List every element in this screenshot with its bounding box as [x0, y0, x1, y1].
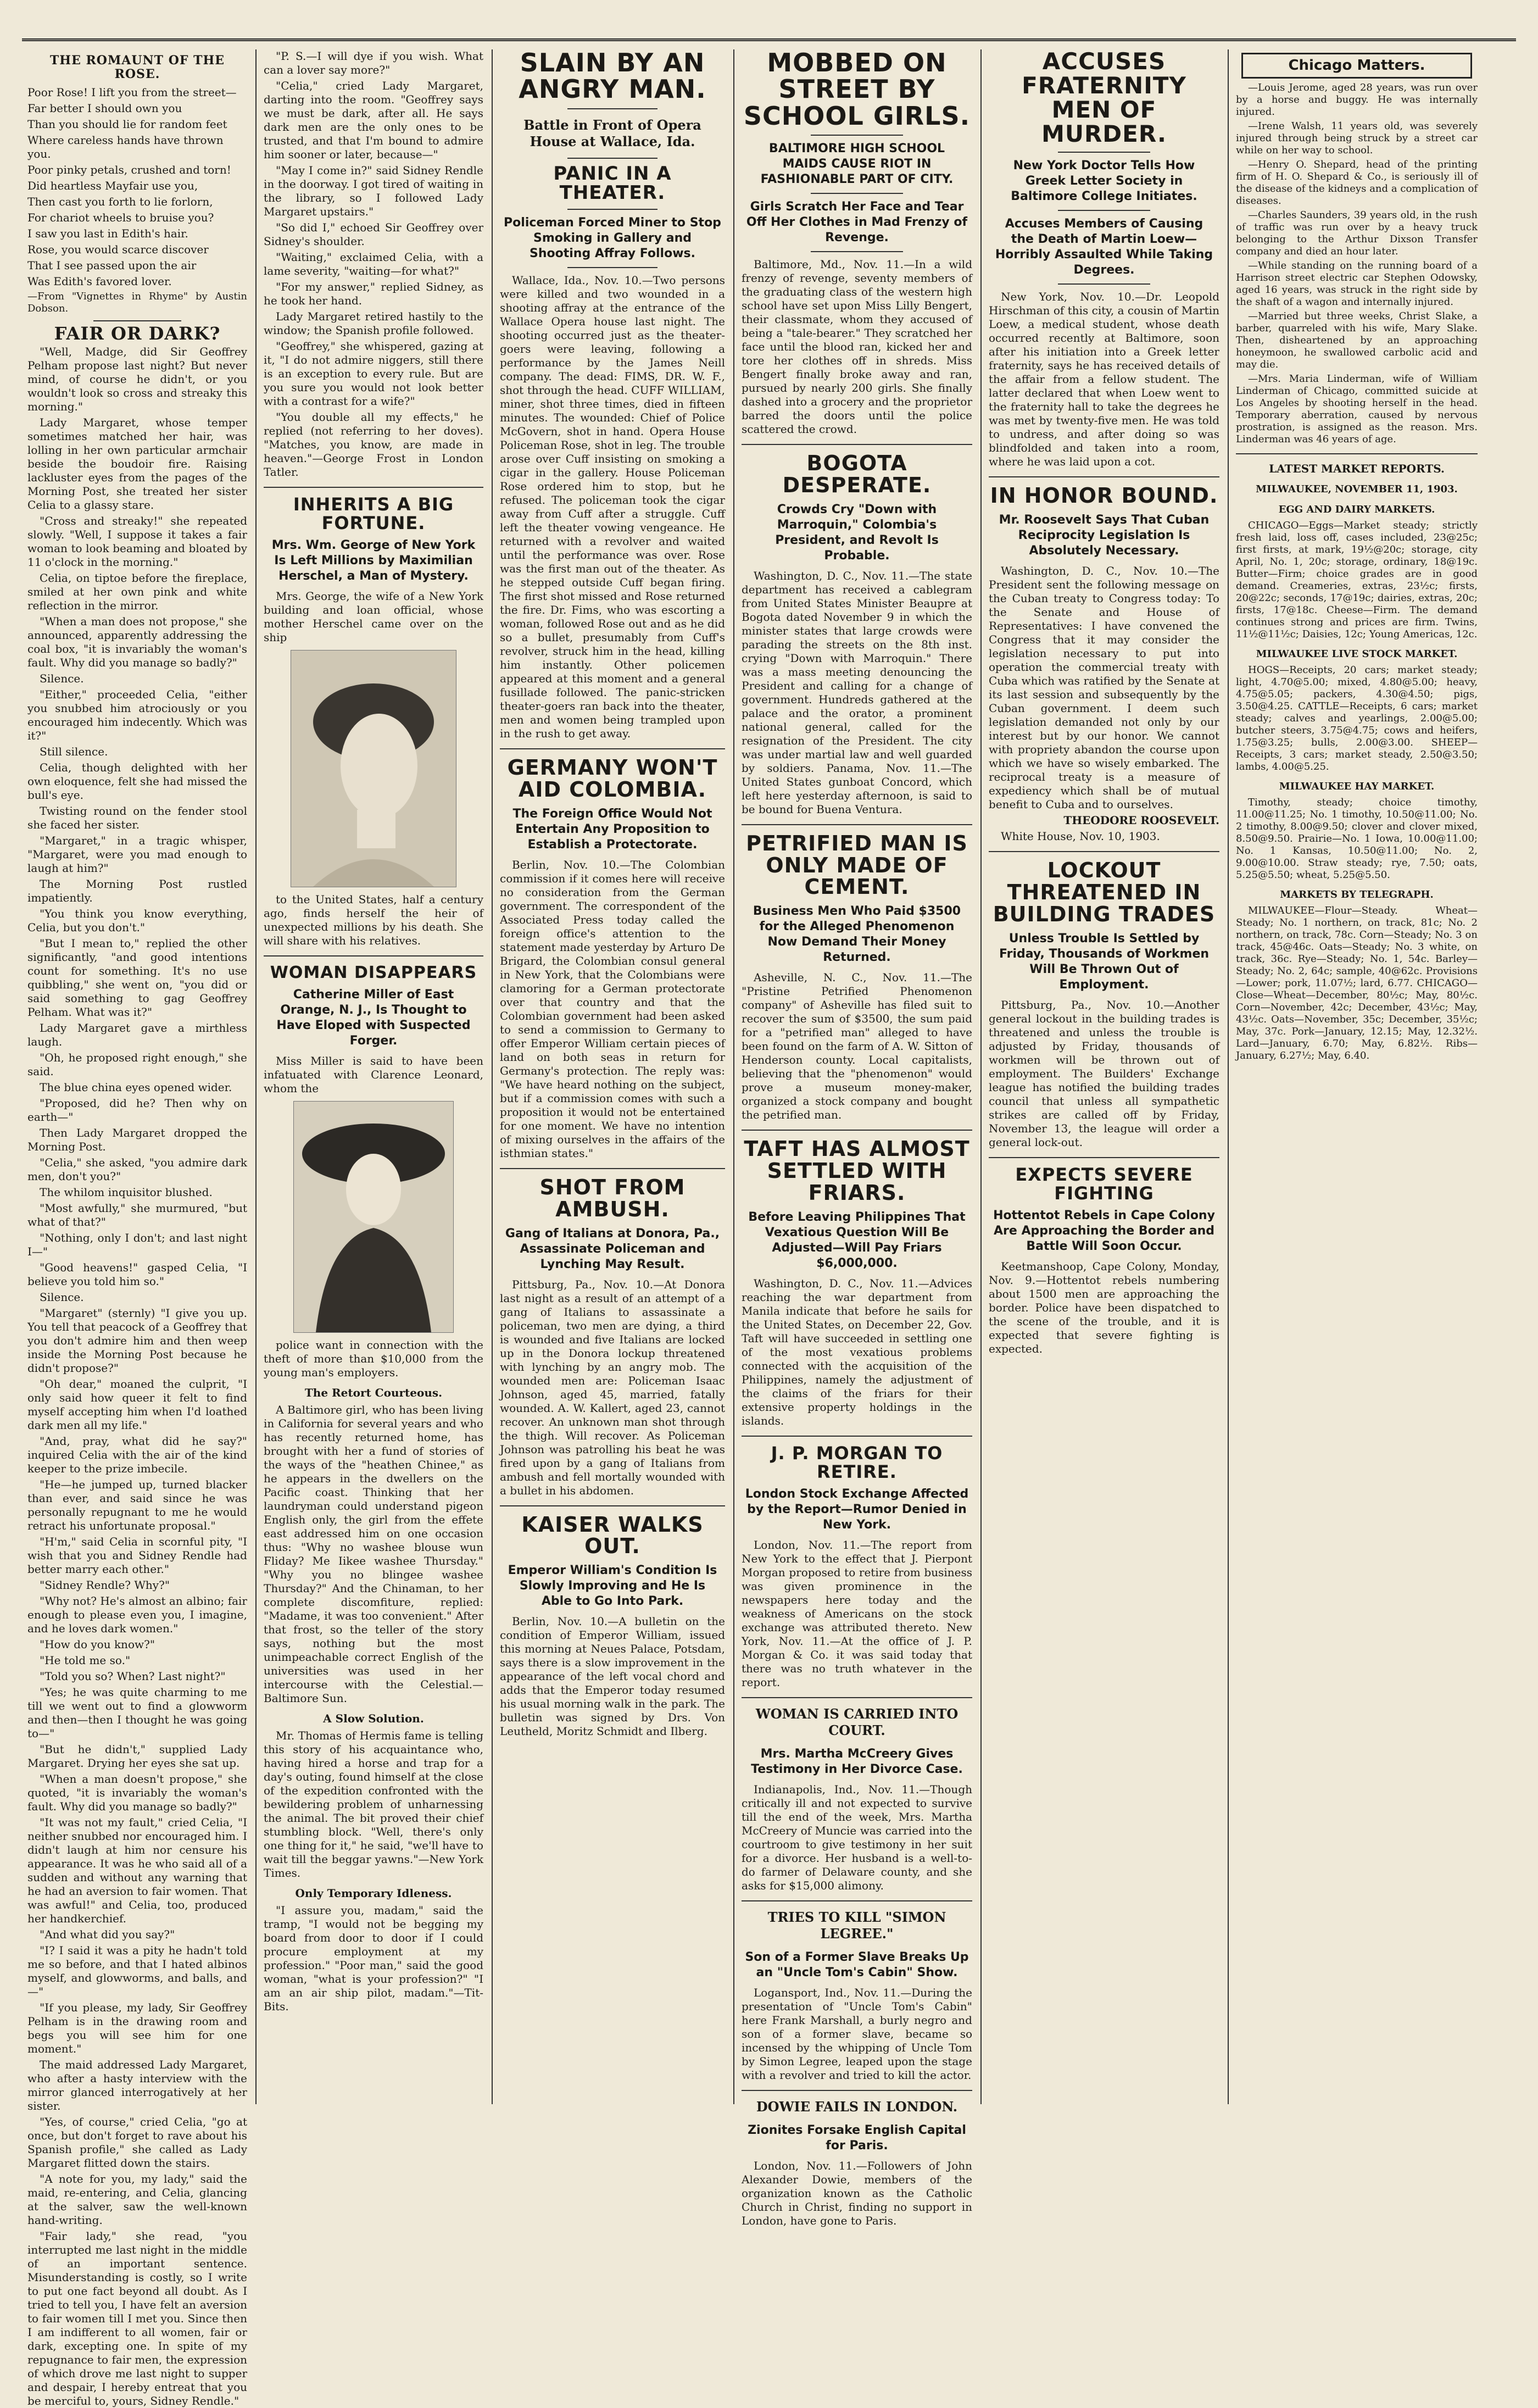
paragraph: "Nothing, only I don't; and last night I—"	[27, 1231, 247, 1258]
woman-in-hat-icon	[294, 1102, 453, 1332]
lockout-deck: Unless Trouble Is Settled by Friday, Thousands of Workmen Will Be Thrown Out of Employment.	[999, 931, 1210, 992]
divider	[742, 1900, 972, 1901]
morgan-deck: London Stock Exchange Affected by the Report—Rumor Denied in New York.	[745, 1487, 969, 1532]
divider	[264, 487, 483, 488]
woman-tail: police want in connection with the theft of more than $10,000 from the young man's employers.	[264, 1338, 483, 1379]
shot-headline: SHOT FROM AMBUSH.	[539, 1175, 686, 1221]
dowie-headline: DOWIE FAILS IN LONDON.	[756, 2099, 958, 2115]
paragraph: "Most awfully," she murmured, "but what of that?"	[27, 1202, 247, 1228]
paragraph: "Fair lady," she read, "you interrupted me last night in the middle of an important sentence. Misunderstanding is costly, so I write to put one fact beyond all doubt. As I tried to tell you, I have felt an aversion to fair women till I met you. Since then I am indifferent to all women, fair or dark, excepting one. In spite of my repugnance to fair men, the expression of which drove me last night to supper and despair, I hereby entreat that you be merciful to, yours, Sidney Rendle."	[27, 2229, 247, 2407]
mobbed-body: Baltimore, Md., Nov. 11.—In a wild frenzy of revenge, seventy members of the graduating class of the western high school have set upon Miss Lilly Bengert, their classmate, whom they accused of being a "tale-bearer." They scratched her face until the blood ran, kicked her and tore her clothes off in shreds. Miss Bengert finally broke away and ran, pursued by nearly 200 girls. She finally dashed into a grocery and the proprietor barred the doors until the police scattered the crowd.	[742, 257, 972, 436]
bogota-body: Washington, D. C., Nov. 11.—The state department has received a cablegram from United States Minister Beaupre at Bogota dated November 9 in which the minister states that large crowds were parading the streets on the 8th inst. crying "Down with Marroquin." There was a mass meeting denouncing the President and calling for a change of government. Hundreds gathered at the palace and the orator, a prominent national general, called for the resignation of the President. The city was under martial law and well guarded by soldiers. Panama, Nov. 11.—The United States gunboat Concord, which left here yesterday afternoon, is said to be bound for Buena Ventura.	[742, 569, 972, 816]
fraternity-deck-1: New York Doctor Tells How Greek Letter Society in Baltimore College Initiates.	[1011, 159, 1197, 204]
paragraph: "Good heavens!" gasped Celia, "I believe you told him so."	[27, 1261, 247, 1288]
tele-title: MARKETS BY TELEGRAPH.	[1280, 889, 1434, 900]
honor-signature: THEODORE ROOSEVELT.	[1063, 814, 1219, 827]
legree-headline: TRIES TO KILL "SIMON LEGREE."	[767, 1909, 946, 1942]
petrified-headline: PETRIFIED MAN IS ONLY MADE OF CEMENT.	[746, 831, 968, 899]
fraternity-body: New York, Nov. 10.—Dr. Leopold Hirschman of this city, a cousin of Martin Loew, a medical student, whose death occurred recently at Baltimore, soon after his initiation into a Greek letter fraternity, says he has received details of the affair from a fellow student. The latter declared that when Loew went to the fraternity hall to take the degrees he was met by twenty-five men. He was told to undress, and after doing so was blindfolded and taken into a room, where he was laid upon a cot.	[989, 290, 1219, 469]
honor-body: Washington, D. C., Nov. 10.—The President sent the following message on the Cuban treaty to Congress today: To the Senate and House of Representatives: I have convened the Congress that it may consider the legislation necessary to put into operation the commercial treaty with Cuba which was ratified by the Senate at its last session and subsequently by the Cuban government. I deem such legislation demanded not only by our interest but by our honor. We cannot with propriety abandon the course upon which we have so wisely embarked. The reciprocal treaty is a measure of expediency which shall be of mutual benefit to Cuba and to ourselves.	[989, 564, 1219, 811]
slain-body: Wallace, Ida., Nov. 10.—Two persons were killed and two wounded in a shooting affray at the entrance of the Wallace Opera house last night. The shooting occurred just as the theater-goers were leaving, following a performance by the James Neill company. The dead: FIMS, DR. W. F., shot through the head. CUFF WILLIAM, miner, shot three times, died in fifteen minutes. The wounded: Chief of Police McGovern, shot in hand. Opera House Policeman Rose, shot in leg. The trouble arose over Cuff insisting on smoking a cigar in the gallery. House Policeman Rose ordered him to stop, but he refused. The policeman took the cigar away from Cuff after a struggle. Cuff left the theater vowing vengeance. He returned with a revolver and waited until the performance was over. Rose was the first man out of the theater. As he stepped outside Cuff began firing. The first shot missed and Rose returned the fire. Dr. Fims, who was escorting a woman, followed Rose out and as he did so a bullet, presumably from Cuff's revolver, struck him in the head, killing him instantly. Other policemen appeared at this moment and a general fusillade followed. The panic-stricken theater-goers ran back into the theater, men and women being trampled upon in the rush to get away.	[500, 273, 725, 740]
woman-headline: WOMAN DISAPPEARS	[270, 963, 477, 983]
paragraph: "Margaret" (sternly) "I give you up. You tell that peacock of a Geoffrey that you don't admire him and then weep inside the Morning Post because he didn't propose?"	[27, 1306, 247, 1375]
story-title: FAIR OR DARK?	[54, 323, 221, 344]
fortune-lede: Mrs. George, the wife of a New York building and loan official, whose mother Herschel came over on the ship	[264, 590, 483, 644]
paragraph: "It was not my fault," cried Celia, "I neither snubbed nor encouraged him. I didn't laugh at him nor censure his appearance. It was he who said all of a sudden and without any warning that he had an aversion to fair women. That was awful!" and Celia, too, produced her handkerchief.	[27, 1816, 247, 1925]
divider	[742, 1130, 972, 1131]
paragraph: "When a man doesn't propose," she quoted, "it is invariably the woman's fault. Why did you manage so badly?"	[27, 1772, 247, 1813]
paragraph: "Told you so? When? Last night?"	[40, 1670, 226, 1683]
legree-body: Logansport, Ind., Nov. 11.—During the presentation of "Uncle Tom's Cabin" here Frank Marshall, a burly negro and son of a former slave, became so incensed by the whipping of Uncle Tom by Simon Legree, leaped upon the stage with a revolver and tried to kill the actor.	[742, 1986, 972, 2082]
poem-body	[27, 86, 247, 288]
column-5	[989, 49, 1219, 2104]
column-rule	[492, 49, 493, 2104]
poem-line: Far better I should own you	[27, 102, 182, 115]
paragraph: Still silence.	[40, 745, 108, 758]
divider	[1058, 152, 1150, 153]
news-item: —Henry O. Shepard, head of the printing firm of H. O. Shepard & Co., is seriously ill of the disease of the kidneys and a complication of diseases.	[1236, 159, 1478, 207]
divider	[93, 320, 181, 321]
retort-title: The Retort Courteous.	[304, 1386, 443, 1399]
mobbed-deck-2: Girls Scratch Her Face and Tear Off Her Clothes in Mad Frenzy of Revenge.	[746, 199, 968, 244]
taft-headline: TAFT HAS ALMOST SETTLED WITH FRIARS.	[744, 1137, 970, 1205]
poem-line: Where careless hands have thrown you.	[27, 134, 224, 160]
morgan-headline: J. P. MORGAN TO RETIRE.	[771, 1443, 943, 1482]
paragraph: "Celia," she asked, "you admire dark men, don't you?"	[27, 1156, 247, 1183]
honor-date: White House, Nov. 10, 1903.	[1001, 830, 1160, 843]
paragraph: Silence.	[40, 672, 84, 685]
market-title: LATEST MARKET REPORTS.	[1269, 462, 1445, 475]
paragraph: The blue china eyes opened wider.	[40, 1081, 232, 1094]
mobbed-headline: MOBBED ON STREET BY SCHOOL GIRLS.	[743, 48, 971, 131]
divider	[811, 135, 903, 136]
column-4	[742, 48, 972, 2228]
paragraph: "I? I said it was a pity he hadn't told me so before, and that I hated albinos myself, and glowworms, and balls, and—"	[27, 1944, 247, 1998]
divider	[811, 193, 903, 194]
news-item: —Charles Saunders, 39 years old, in the rush of traffic was run over by a heavy truck belonging to the Arthur Dixson Transfer company and died an hour later.	[1236, 209, 1478, 257]
expects-headline: EXPECTS SEVERE FIGHTING	[1015, 1164, 1193, 1204]
dowie-deck: Zionites Forsake English Capital for Paris.	[748, 2123, 966, 2153]
divider	[989, 1157, 1219, 1158]
paragraph: "And what did you say?"	[40, 1928, 175, 1941]
paragraph: Silence.	[40, 1291, 84, 1304]
idle-title: Only Temporary Idleness.	[295, 1886, 452, 1900]
paragraph: Lady Margaret retired hastily to the window; the Spanish profile followed.	[264, 310, 483, 337]
honor-deck: Mr. Roosevelt Says That Cuban Reciprocity Legislation Is Absolutely Necessary.	[999, 513, 1210, 558]
paragraph: "Margaret," in a tragic whisper, "Margaret, were you mad enough to laugh at him?"	[27, 834, 247, 875]
news-item: —While standing on the running board of a Harrison street electric car Stephen Odowsky, aged 16 years, was struck in the right side by the shaft of a wagon and internally injured.	[1236, 260, 1478, 308]
fortune-deck: Mrs. Wm. George of New York Is Left Millions by Maximilian Herschel, a Man of Mystery.	[271, 538, 476, 583]
poem-credit: —From "Vignettes in Rhyme" by Austin Dobson.	[27, 291, 247, 314]
slain-deck-3: Policeman Forced Miner to Stop Smoking in Gallery and Shooting Affray Follows.	[504, 215, 721, 260]
column-6	[1236, 49, 1478, 2104]
petrified-deck: Business Men Who Paid $3500 for the Alleged Phenomenon Now Demand Their Money Returned.	[753, 904, 961, 965]
shot-body: Pittsburg, Pa., Nov. 10.—At Donora last night as a result of an attempt of a gang of Italians to assassinate a policeman, two men are dying, a third is wounded and five Italians are locked up in the Donora lockup threatened with lynching by an angry mob. The wounded men are: Policeman Isaac Johnson, aged 45, married, fatally wounded. A. W. Kallert, aged 23, cannot recover. An unknown man shot through the thigh. Will recover. As Policeman Johnson was patrolling his beat he was fired upon by a gang of Italians from ambush and fell mortally wounded with a bullet in his abdomen.	[500, 1277, 725, 1497]
paragraph: "And, pray, what did he say?" inquired Celia with the air of the kind keeper to the prize imbecile.	[27, 1434, 247, 1475]
fortune-headline: INHERITS A BIG FORTUNE.	[293, 494, 454, 533]
divider	[742, 444, 972, 445]
divider	[1058, 283, 1150, 285]
lockout-headline: LOCKOUT THREATENED IN BUILDING TRADES	[993, 858, 1216, 927]
expects-deck: Hottentot Rebels in Cape Colony Are Approaching the Border and Battle Will Soon Occur.	[993, 1209, 1215, 1254]
expects-body: Keetmanshoop, Cape Colony, Monday, Nov. 9.—Hottentot rebels numbering about 1500 men are approaching the border. Police have been dispatched to the scene of the trouble, and it is expected that severe fighting is expected.	[989, 1260, 1219, 1356]
poem-line: Poor Rose! I lift you from the street—	[27, 86, 237, 99]
news-item: —Irene Walsh, 11 years old, was severely injured through being struck by a street car while on her way to school.	[1236, 120, 1478, 156]
paragraph: "But he didn't," supplied Lady Margaret. Drying her eyes she sat up.	[27, 1743, 247, 1770]
divider	[1058, 210, 1150, 211]
fraternity-deck-2: Accuses Members of Causing the Death of Martin Loew—Horribly Assaulted While Taking Degrees.	[995, 217, 1213, 277]
paragraph: Celia, on tiptoe before the fireplace, smiled at her own pink and white reflection in the mirror.	[27, 571, 247, 612]
paragraph: "Oh dear," moaned the culprit, "I only said how queer it felt to find myself accepting him when I'd loathed dark men all my life."	[27, 1377, 247, 1432]
divider	[742, 1697, 972, 1698]
divider	[989, 476, 1219, 477]
paragraph: "How do you know?"	[40, 1638, 155, 1651]
shot-deck: Gang of Italians at Donora, Pa., Assassinate Policeman and Lynching May Result.	[505, 1226, 720, 1271]
poem-line: Then cast you forth to lie forlorn,	[27, 195, 213, 208]
court-headline: WOMAN IS CARRIED INTO COURT.	[755, 1706, 959, 1739]
news-item: —Married but three weeks, Christ Slake, a barber, quarreled with his wife, Mary Slake. Then, disheartened by an approaching honeymoon, he swallowed carbolic acid and may die.	[1236, 310, 1478, 370]
poem-line: Poor pinky petals, crushed and torn!	[27, 163, 231, 176]
retort-text: A Baltimore girl, who has been living in California for several years and who has recently returned home, has brought with her a fund of stories of the ways of the "heathen Chinee," as he appears in the dwellers on the Pacific coast. Thinking that her laundryman could understand pigeon English only, the girl from the effete east addressed him on one occasion thus: "Why no washee blouse wun Fliday? Me Iikee washee Thursday." "Why you no blingee washee Thursday?" And the Chinaman, to her complete discomfiture, replied: "Madame, it was too convenient." After that frost, so the teller of the story says, nothing but the most unimpeachable correct English of the universities was used in her intercourse with the Celestial.—Baltimore Sun.	[264, 1403, 483, 1705]
divider	[500, 748, 725, 749]
news-item: —Mrs. Maria Linderman, wife of William Linderman of Chicago, committed suicide at Los Angeles by shooting herself in the head. Temporary aberration, caused by nervous prostration, is assigned as the reason. Mrs. Linderman was 46 years of age.	[1236, 373, 1478, 445]
portrait-illustration	[291, 650, 456, 887]
story-body	[27, 345, 247, 2408]
germany-deck: The Foreign Office Would Not Entertain Any Proposition to Establish a Protectorate.	[512, 807, 712, 852]
morgan-body: London, Nov. 11.—The report from New York to the effect that J. Pierpont Morgan proposed to retire from business was given prominence in the newspapers here today and the weakness of Americans on the stock exchange was attributed thereto. New York, Nov. 11.—At the office of J. P. Morgan & Co. it was said today that there was no truth whatever in the report.	[742, 1538, 972, 1689]
poem-title: THE ROMAUNT OF THE ROSE.	[49, 53, 225, 81]
paragraph: "Proposed, did he? Then why on earth—"	[27, 1097, 247, 1124]
germany-body: Berlin, Nov. 10.—The Colombian commission if it comes here will receive no consideration from the German government. The correspondent of the Associated Press today called the foreign office's attention to the statement made yesterday by Arturo De Brigard, the Colombian consul general in New York, that the Colombians were clamoring for a German protectorate over that country and that the Colombian government had been asked to send a commission to Germany to offer Emperor William certain pieces of land on both seas in return for Germany's protection. The reply was: "We have heard nothing on the subject, but if a commission comes with such a proposition it would not be entertained for one moment. We have no intention of mixing ourselves in the affairs of the isthmian states."	[500, 858, 725, 1160]
legree-deck: Son of a Former Slave Breaks Up an "Uncle Tom's Cabin" Show.	[745, 1950, 969, 1980]
paragraph: "You think you know everything, Celia, but you don't."	[27, 907, 247, 934]
paragraph: The whilom inquisitor blushed.	[40, 1186, 213, 1199]
divider	[811, 251, 903, 252]
kaiser-headline: KAISER WALKS OUT.	[521, 1512, 704, 1559]
bogota-deck: Crowds Cry "Down with Marroquin," Colombia's President, and Revolt Is Probable.	[775, 502, 939, 563]
paragraph: "Either," proceeded Celia, "either you snubbed him atrociously or you encouraged him indecently. Which was it?"	[27, 688, 247, 742]
column-rule	[1228, 49, 1229, 2104]
paragraph: "Geoffrey," she whispered, gazing at it, "I do not admire niggers, still there is an exception to every rule. But are you sure you would not look better with a contrast for a wife?"	[264, 340, 483, 408]
taft-body: Washington, D. C., Nov. 11.—Advices reaching the war department from Manila indicate that before he sails for the United States, on December 22, Gov. Taft will have succeeded in settling one of the most vexatious problems connected with the acquisition of the Philippines, namely the adjustment of the claims of the friars for their extensive property holdings in the islands.	[742, 1277, 972, 1428]
slain-deck-1: Battle in Front of Opera House at Wallace, Ida.	[523, 116, 701, 149]
divider	[742, 2090, 972, 2091]
fortune-tail: to the United States, half a century ago, finds herself the heir of unexpected millions by his death. She will share with his relatives.	[264, 893, 483, 948]
kaiser-body: Berlin, Nov. 10.—A bulletin on the condition of Emperor William, issued this morning at Neues Palace, Potsdam, says there is a slow improvement in the appearance of the left vocal chord and adds that the Emperor today resumed his usual morning walk in the park. The bulletin was signed by Drs. Von Leutheld, Moritz Schmidt and Ilberg.	[500, 1615, 725, 1738]
court-body: Indianapolis, Ind., Nov. 11.—Though critically ill and not expected to survive till the end of the week, Mrs. Martha McCreery of Muncie was carried into the courtroom to give testimony in her suit for a divorce. Her husband is a well-to-do farmer of Delaware county, and she asks for $15,000 alimony.	[742, 1783, 972, 1893]
live-title: MILWAUKEE LIVE STOCK MARKET.	[1256, 648, 1458, 660]
poem-line: Than you should lie for random feet	[27, 118, 227, 131]
market-date: MILWAUKEE, NOVEMBER 11, 1903.	[1256, 483, 1458, 495]
paragraph: "H'm," said Celia in scornful pity, "I wish that you and Sidney Rendle had better marry each other."	[27, 1535, 247, 1576]
paragraph: "Oh, he proposed right enough," she said.	[27, 1051, 247, 1078]
paragraph: "Why not? He's almost an albino; fair enough to please even you, I imagine, and he loves dark women."	[27, 1594, 247, 1635]
paragraph: "If you please, my lady, Sir Geoffrey Pelham is in the drawing room and begs you will see him for one moment."	[27, 2001, 247, 2055]
paragraph: "A note for you, my lady," said the maid, re-entering, and Celia, glancing at the salver, saw the well-known hand-writing.	[27, 2172, 247, 2227]
slain-deck-2: PANIC IN A THEATER.	[553, 162, 672, 204]
paragraph: "Celia," cried Lady Margaret, darting into the room. "Geoffrey says we must be dark, after all. He says dark men are the only ones to be trusted, and that I'm bound to admire him sooner or later, because—"	[264, 79, 483, 161]
paragraph: The maid addressed Lady Margaret, who after a hasty interview with the mirror glanced interrogatively at her sister.	[27, 2058, 247, 2112]
divider	[1236, 453, 1478, 454]
paragraph: "For my answer," replied Sidney, as he took her hand.	[264, 280, 483, 307]
chicago-items	[1236, 82, 1478, 446]
germany-headline: GERMANY WON'T AID COLOMBIA.	[507, 755, 718, 802]
paragraph: "Well, Madge, did Sir Geoffrey Pelham propose last night? But never mind, of course he didn't, or you wouldn't look so cross and streaky this morning."	[27, 345, 247, 413]
divider	[742, 824, 972, 825]
woman-deck: Catherine Miller of East Orange, N. J., Is Thought to Have Eloped with Suspected Forger.	[276, 987, 471, 1048]
paragraph: "So did I," echoed Sir Geoffrey over Sidney's shoulder.	[264, 221, 483, 248]
woman-portrait-icon	[291, 650, 456, 887]
newspaper-page	[22, 11, 1516, 2407]
paragraph: "P. S.—I will dye if you wish. What can a lover say more?"	[264, 49, 483, 76]
mobbed-deck-1: BALTIMORE HIGH SCHOOL MAIDS CAUSE RIOT IN FASHIONABLE PART OF CITY.	[760, 141, 954, 186]
column-1	[27, 49, 247, 2407]
divider	[989, 851, 1219, 852]
news-item: —Louis Jerome, aged 28 years, was run over by a horse and buggy. He was internally injured.	[1236, 82, 1478, 118]
paragraph: "May I come in?" said Sidney Rendle in the doorway. I got tired of waiting in the library, so I followed Lady Margaret upstairs."	[264, 164, 483, 218]
paragraph: Lady Margaret gave a mirthless laugh.	[27, 1021, 247, 1048]
slow-title: A Slow Solution.	[323, 1711, 424, 1725]
paragraph: Twisting round on the fender stool she faced her sister.	[27, 804, 247, 831]
honor-headline: IN HONOR BOUND.	[990, 483, 1218, 508]
slow-text: Mr. Thomas of Hermis fame is telling this story of his acquaintance who, having hired a horse and trap for a day's outing, found himself at the close of the expedition confronted with the bewildering problem of unharnessing the animal. The bit proved their chief stumbling block. "Well, there's only one thing for it," he said, "we'll have to wait till the beggar yawns."—New York Times.	[264, 1728, 483, 1879]
column-rule	[980, 49, 982, 2104]
poem-line: I saw you last in Edith's hair.	[27, 227, 188, 240]
divider	[264, 955, 483, 956]
paragraph: "He told me so."	[40, 1654, 131, 1667]
paragraph: Celia, though delighted with her own eloquence, felt she had missed the bull's eye.	[27, 761, 247, 802]
paragraph: "He—he jumped up, turned blacker than ever, and said since he was personally repugnant to me he would retract his unfortunate proposal."	[27, 1478, 247, 1532]
divider	[500, 1168, 725, 1169]
paragraph: "You double all my effects," he replied (not referring to her doves). "Matches, you know, are made in heaven."—George Frost in London Tatler.	[264, 410, 483, 479]
column-3	[500, 49, 725, 2104]
woman-lede: Miss Miller is said to have been infatuated with Clarence Leonard, whom the	[264, 1054, 483, 1095]
poem-line: Rose, you would scarce discover	[27, 243, 209, 256]
column-rule	[733, 49, 734, 2104]
divider	[742, 1436, 972, 1437]
divider	[567, 108, 657, 109]
paragraph: Lady Margaret, whose temper sometimes matched her hair, was lolling in her own particular armchair beside the boudoir fire. Raising lackluster eyes from the pages of the Morning Post, she treated her sister Celia to a glassy stare.	[27, 416, 247, 511]
hay-body: Timothy, steady; choice timothy, 11.00@11.25; No. 1 timothy, 10.50@11.00; No. 2 timothy, 8.00@9.50; clover and clover mixed, 8.50@9.50. Prairie—No. 1 Iowa, 10.00@11.00; No. 1 Kansas, 10.50@11.00; No. 2, 9.00@10.00. Straw steady; rye, 7.50; oats, 5.25@5.50; wheat, 5.25@5.50.	[1236, 797, 1478, 881]
paragraph: The Morning Post rustled impatiently.	[27, 877, 247, 904]
photo-illustration	[293, 1101, 454, 1333]
column-rule	[255, 49, 257, 2104]
column-2	[264, 49, 483, 2104]
paragraph: "Sidney Rendle? Why?"	[40, 1578, 170, 1592]
story-continued	[264, 49, 483, 479]
divider	[567, 209, 657, 210]
dowie-body: London, Nov. 11.—Followers of John Alexander Dowie, members of the organization known as the Catholic Church in Christ, finding no support in London, have gone to Paris.	[742, 2159, 972, 2228]
paragraph: "Yes; he was quite charming to me till we went out to find a glowworm and then—then I thought he was going to—"	[27, 1686, 247, 1740]
paragraph: "Cross and streaky!" she repeated slowly. "Well, I suppose it takes a fair woman to look beaming and bloated by 11 o'clock in the morning."	[27, 514, 247, 569]
chicago-matters-box: Chicago Matters.	[1241, 53, 1472, 79]
poem-line: Was Edith's favored lover.	[27, 275, 172, 288]
paragraph: "But I mean to," replied the other significantly, "and good intentions count for something. It's no use quibbling," she went on, "you did or said something to gag Geoffrey Pelham. What was it?"	[27, 937, 247, 1019]
live-body: HOGS—Receipts, 20 cars; market steady; light, 4.70@5.00; mixed, 4.80@5.00; heavy, 4.75@5.05; packers, 4.30@4.50; pigs, 3.50@4.25. CATTLE—Receipts, 6 cars; market steady; calves and yearlings, 2.00@5.00; butcher steers, 3.75@4.75; cows and heifers, 1.75@3.25; bulls, 2.00@3.00. SHEEP—Receipts, 3 cars; market steady, 2.50@3.50; lambs, 4.00@5.25.	[1236, 664, 1478, 772]
bogota-headline: BOGOTA DESPERATE.	[782, 451, 932, 497]
masthead-rule	[22, 38, 1516, 41]
poem-line: For chariot wheels to bruise you?	[27, 211, 214, 224]
divider	[567, 267, 657, 268]
egg-title: EGG AND DAIRY MARKETS.	[1278, 504, 1435, 515]
slain-headline: SLAIN BY AN ANGRY MAN.	[519, 48, 706, 104]
poem-line: Did heartless Mayfair use you,	[27, 179, 198, 192]
tele-body: MILWAUKEE—Flour—Steady. Wheat—Steady; No. 1 northern, on track, 81c; No. 2 northern, on track, 78c. Corn—Steady; No. 3 on track, 45@46c. Oats—Steady; No. 3 white, on track, 36c. Rye—Steady; No. 1, 54c. Barley—Steady; No. 2, 64c; sample, 40@62c. Provisions—Lower; pork, 11.07½; lard, 6.77. CHICAGO—Close—Wheat—December, 80½c; May, 80½c. Corn—November, 42c; December, 43½c; May, 43½c. Oats—November, 35c; December, 35½c; May, 37c. Pork—January, 12.15; May, 12.32½. Lard—January, 6.70; May, 6.82½. Ribs—January, 6.27½; May, 6.40.	[1236, 905, 1478, 1061]
poem-line: That I see passed upon the air	[27, 259, 197, 272]
hay-title: MILWAUKEE HAY MARKET.	[1279, 781, 1435, 792]
divider	[567, 158, 657, 159]
lockout-body: Pittsburg, Pa., Nov. 10.—Another general lockout in the building trades is threatened and unless the trouble is adjusted by Friday, thousands of workmen will be thrown out of employment. The Builders' Exchange league has notified the building trades council that unless all sympathetic strikes are called off by Friday, November 13, the league will order a general lock-out.	[989, 998, 1219, 1149]
egg-body: CHICAGO—Eggs—Market steady; strictly fresh laid, loss off, cases included, 23@25c; first firsts, at mark, 19½@20c; storage, city April, No. 1, 20c; storage, ordinary, 18@19c. Butter—Firm; choice grades are in good demand. Creameries, extras, 23½c; firsts, 20@22c; seconds, 17@19c; dairies, extras, 20c; firsts, 17@18c. Cheese—Firm. The demand continues strong and prices are firm. Twins, 11½@11½c; Daisies, 12c; Young Americas, 12c.	[1236, 520, 1478, 640]
paragraph: "Waiting," exclaimed Celia, with a lame severity, "waiting—for what?"	[264, 251, 483, 277]
paragraph: "When a man does not propose," she announced, apparently addressing the coal box, "it is invariably the woman's fault. Why did you manage so badly?"	[27, 615, 247, 669]
fraternity-headline: ACCUSES FRATERNITY MEN OF MURDER.	[1022, 48, 1186, 148]
court-deck: Mrs. Martha McCreery Gives Testimony in Her Divorce Case.	[751, 1747, 963, 1777]
divider	[500, 1505, 725, 1506]
paragraph: Then Lady Margaret dropped the Morning Post.	[27, 1126, 247, 1153]
kaiser-deck: Emperor William's Condition Is Slowly Improving and He Is Able to Go Into Park.	[508, 1564, 717, 1609]
taft-deck: Before Leaving Philippines That Vexatious Question Will Be Adjusted—Will Pay Friars $6,000,000.	[748, 1210, 966, 1271]
idle-text: "I assure you, madam," said the tramp, "I would not be begging my board from door to door if I could procure employment at my profession." "Poor man," said the good woman, "what is your profession?" "I am an air ship pilot, madam."—Tit-Bits.	[264, 1903, 483, 2013]
paragraph: "Yes, of course," cried Celia, "go at once, but don't forget to rave about his Spanish profile," she called as Lady Margaret flitted down the stairs.	[27, 2115, 247, 2170]
petrified-body: Asheville, N. C., Nov. 11.—The "Pristine Petrified Phenomenon company" of Asheville has filed suit to recover the sum of $3500, the sum paid for a "petrified man" alleged to have been found on the farm of A. W. Sitton of Henderson county. Local capitalists, believing that the "phenomenon" would prove a museum money-maker, organized a stock company and bought the petrified man.	[742, 971, 972, 1122]
